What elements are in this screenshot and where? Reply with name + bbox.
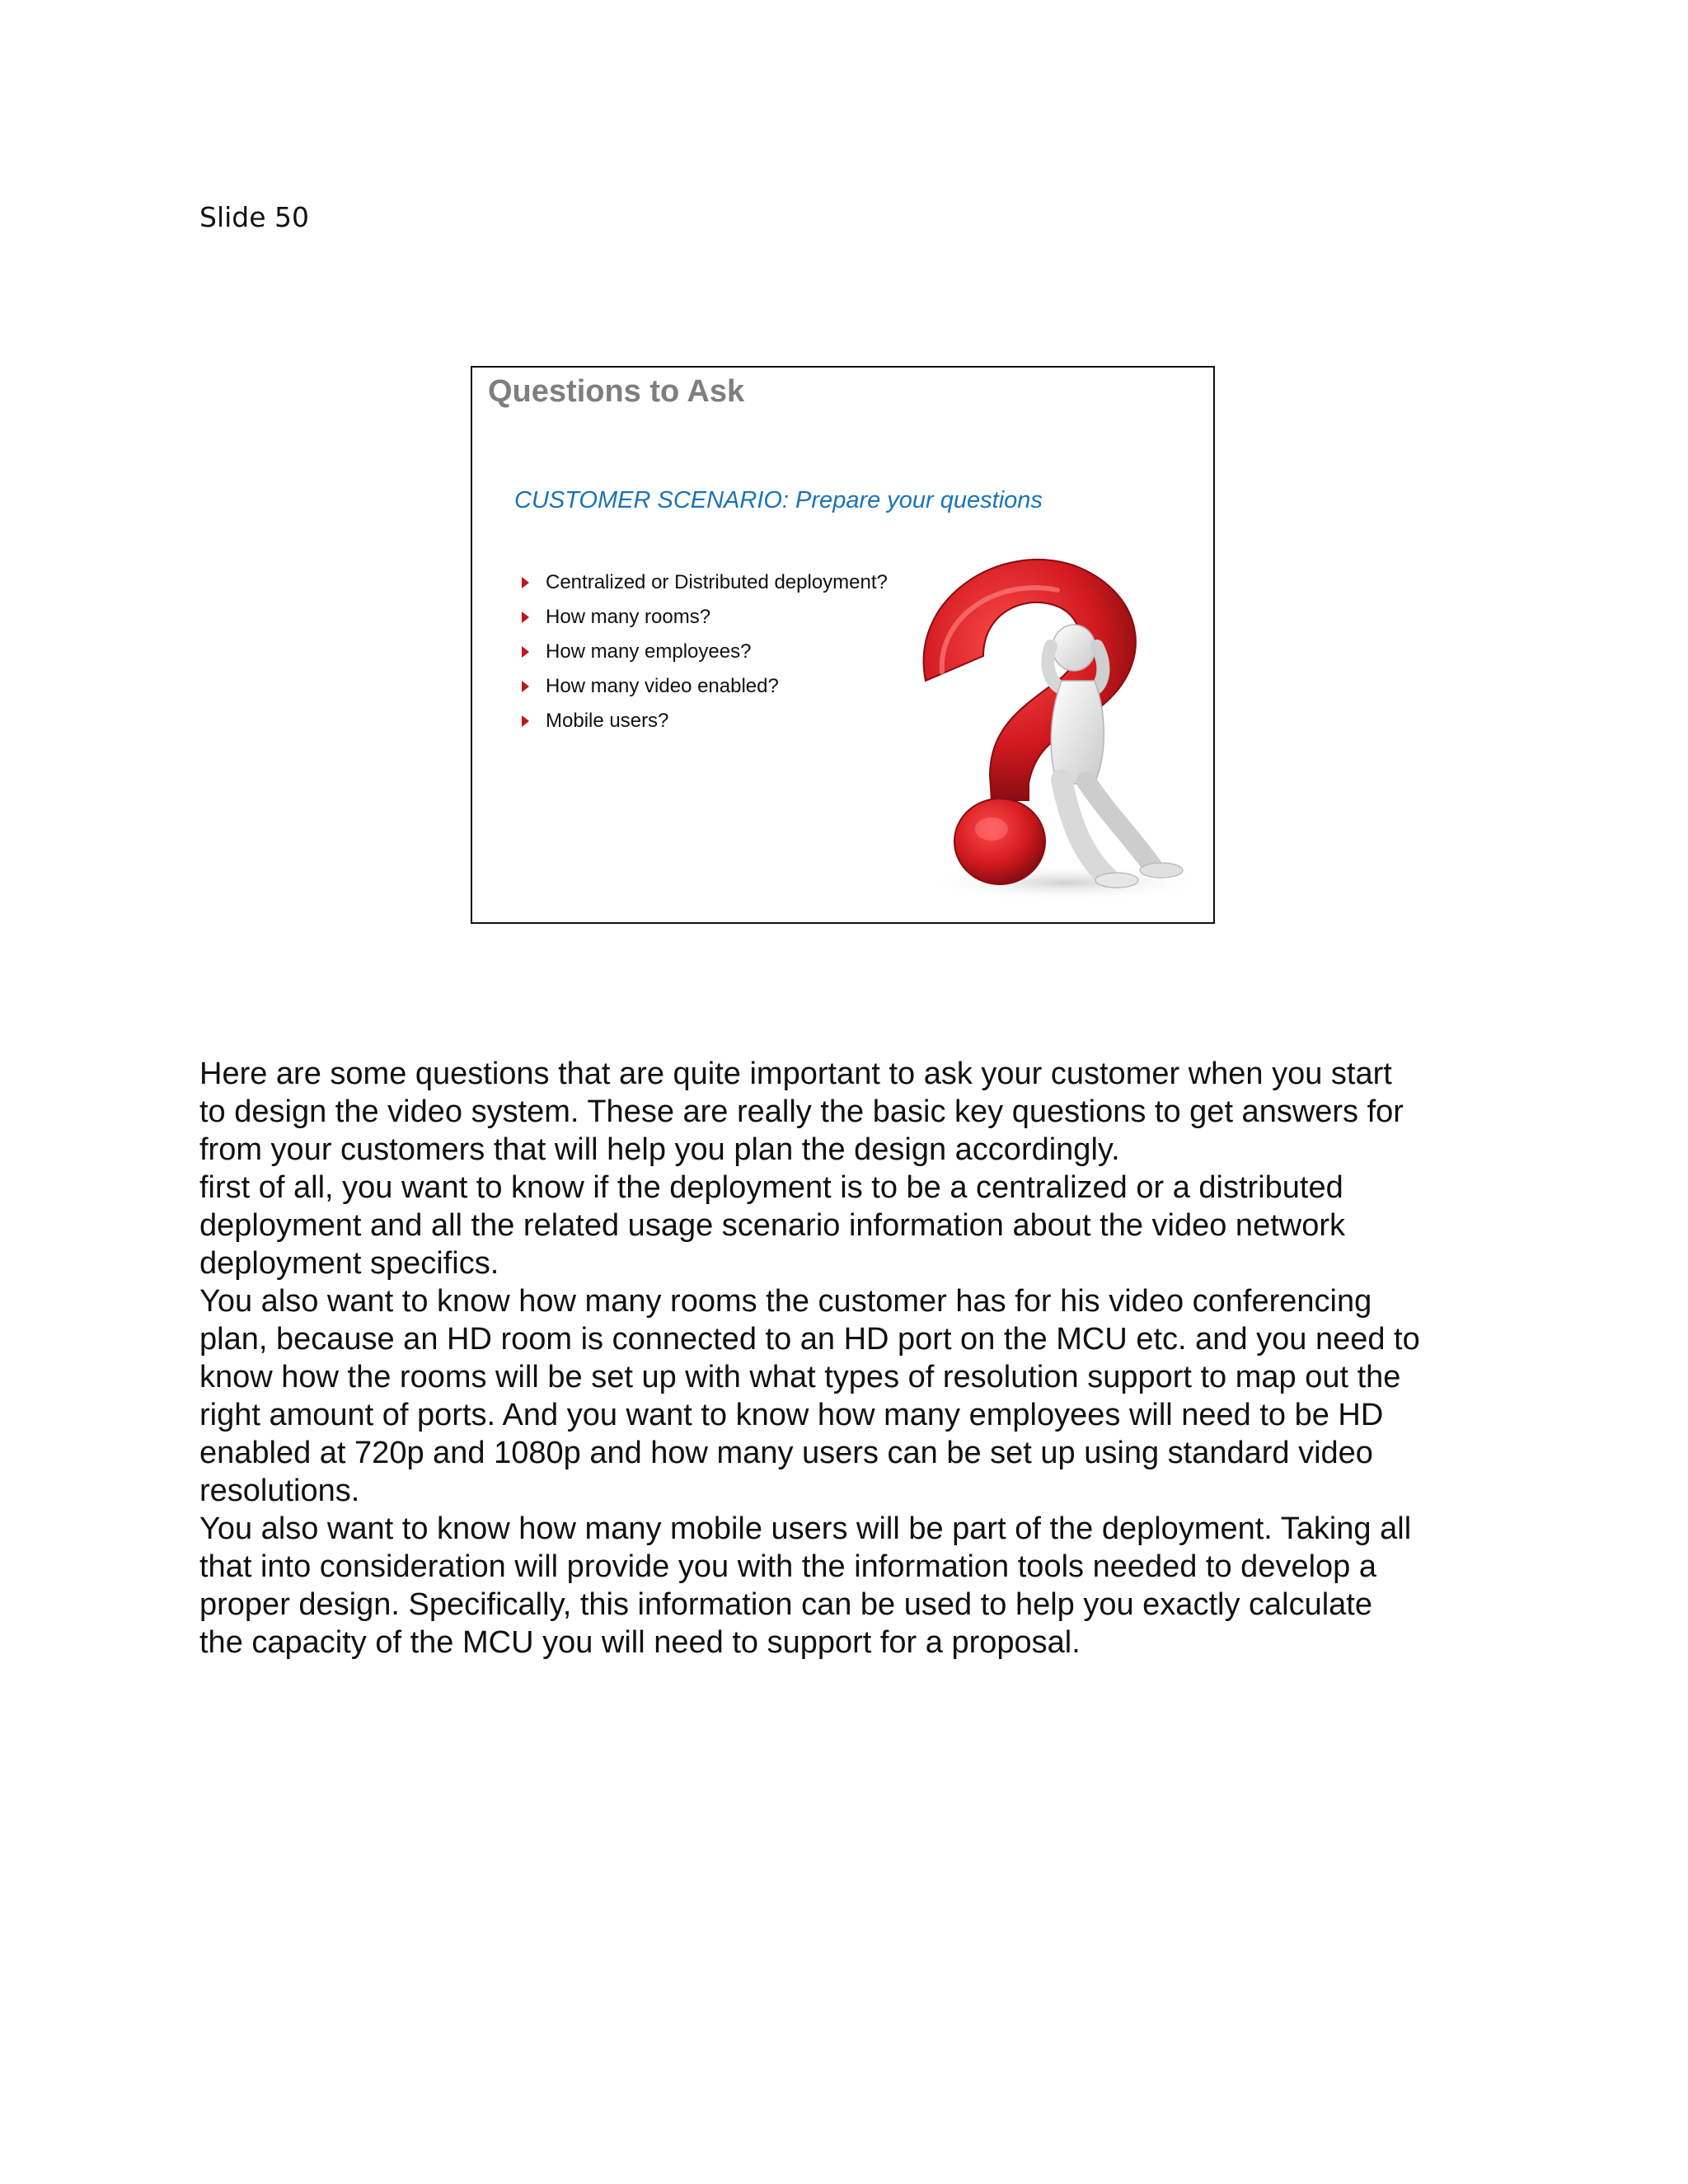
notes-line: from your customers that will help you plan the design accordingly. bbox=[199, 1132, 1120, 1167]
notes-line: the capacity of the MCU you will need to support for a proposal. bbox=[199, 1625, 1081, 1660]
bullet-arrow-icon bbox=[522, 577, 529, 588]
slide-number-label: Slide 50 bbox=[199, 201, 310, 233]
list-item bbox=[522, 600, 888, 635]
bullet-text: Centralized or Distributed deployment? bbox=[546, 571, 888, 593]
notes-line: to design the video system. These are really the basic key questions to get answers for bbox=[199, 1094, 1404, 1129]
notes-line: plan, because an HD room is connected to an HD port on the MCU etc. and you need to bbox=[199, 1322, 1420, 1357]
notes-line: first of all, you want to know if the deployment is to be a centralized or a distributed bbox=[199, 1170, 1343, 1205]
notes-line: deployment specifics. bbox=[199, 1246, 499, 1281]
notes-line: that into consideration will provide you with the information tools needed to develop a bbox=[199, 1549, 1376, 1584]
notes-line: Here are some questions that are quite important to ask your customer when you start bbox=[199, 1057, 1392, 1091]
list-item bbox=[522, 565, 888, 600]
notes-line: deployment and all the related usage scenario information about the video network bbox=[199, 1208, 1345, 1243]
bullet-text: How many rooms? bbox=[546, 606, 711, 628]
notes-line: proper design. Specifically, this information can be used to help you exactly calculate bbox=[199, 1587, 1372, 1622]
speaker-notes bbox=[199, 1055, 1518, 1661]
bullet-text: Mobile users? bbox=[546, 710, 669, 732]
list-item bbox=[522, 704, 888, 738]
notes-line: know how the rooms will be set up with what types of resolution support to map out the bbox=[199, 1360, 1401, 1394]
slide-thumbnail bbox=[471, 366, 1215, 924]
slide-bullet-list bbox=[522, 565, 888, 738]
notes-line: You also want to know how many rooms the customer has for his video conferencing bbox=[199, 1284, 1372, 1319]
list-item bbox=[522, 669, 888, 704]
notes-line: right amount of ports. And you want to know how many employees will need to be HD bbox=[199, 1398, 1384, 1432]
bullet-arrow-icon bbox=[522, 715, 529, 727]
bullet-text: How many employees? bbox=[546, 640, 752, 663]
bullet-text: How many video enabled? bbox=[546, 675, 779, 697]
list-item bbox=[522, 635, 888, 669]
slide-title: Questions to Ask bbox=[488, 374, 745, 409]
bullet-arrow-icon bbox=[522, 646, 529, 658]
notes-line: You also want to know how many mobile users will be part of the deployment. Taking all bbox=[199, 1511, 1412, 1546]
bullet-arrow-icon bbox=[522, 681, 529, 692]
question-mark-figure-icon bbox=[860, 549, 1206, 920]
notes-line: enabled at 720p and 1080p and how many users can be set up using standard video bbox=[199, 1436, 1373, 1470]
bullet-arrow-icon bbox=[522, 612, 529, 623]
notes-line: resolutions. bbox=[199, 1474, 360, 1508]
slide-subtitle: CUSTOMER SCENARIO: Prepare your questions bbox=[514, 487, 1043, 513]
